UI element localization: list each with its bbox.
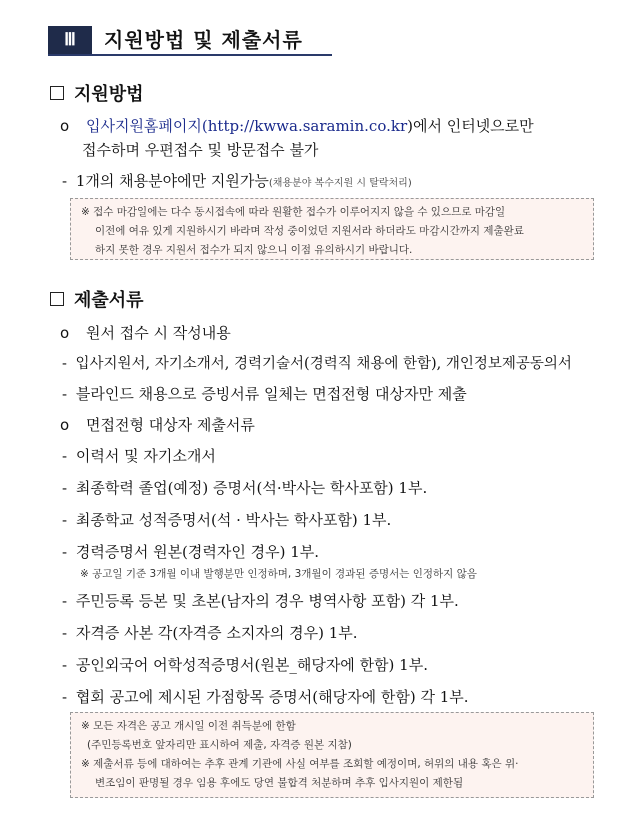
list-item-text: 이력서 및 자기소개서 <box>75 447 216 465</box>
dash-marker: - <box>62 592 68 610</box>
title-underline <box>48 54 332 56</box>
list-item-text: 협회 공고에 제시된 가점항목 증명서(해당자에 한함) 각 1부. <box>75 688 469 706</box>
site-prefix: 입사지원홈페이지( <box>85 117 208 135</box>
list-item <box>62 445 216 466</box>
dash-marker: - <box>62 447 68 465</box>
method-rule-text: 1개의 채용분야에만 지원가능 <box>75 172 269 190</box>
dash-marker: - <box>62 385 68 403</box>
dash-marker: - <box>62 656 68 674</box>
bullet-circle-icon: o <box>60 324 70 342</box>
list-item-text: 블라인드 채용으로 증빙서류 일체는 면접전형 대상자만 제출 <box>75 385 467 403</box>
section-heading-documents <box>50 286 144 312</box>
method-notice-box <box>70 198 594 260</box>
list-item <box>62 686 469 707</box>
section-heading-method <box>50 80 144 106</box>
bullet-circle-icon: o <box>60 416 70 434</box>
notice-line: 하지 못한 경우 지원서 접수가 되지 않으니 이점 유의하시기 바랍니다. <box>95 244 413 256</box>
site-suffix: )에서 인터넷으로만 <box>407 117 534 135</box>
dash-marker: - <box>62 356 67 372</box>
dash-marker: - <box>62 172 68 190</box>
list-item-text: 최종학력 졸업(예정) 증명서(석·박사는 학사포함) 1부. <box>75 479 428 497</box>
notice-line: ※ 제출서류 등에 대하여는 추후 관계 기관에 사실 여부를 조회할 예정이며, 허위의 내용 혹은 위· <box>81 758 519 770</box>
notice-line: (주민등록번호 앞자리만 표시하여 제출, 자격증 원본 지참) <box>87 739 352 751</box>
group1-title-text: 원서 접수 시 작성내용 <box>85 324 231 342</box>
list-item <box>62 383 467 404</box>
notice-line: ※ 접수 마감일에는 다수 동시접속에 따라 원활한 접수가 이루어지지 않을 수 있으므로 마감일 <box>81 206 506 218</box>
site-url-link[interactable]: http://kwwa.saramin.co.kr <box>207 117 408 135</box>
method-rule-note: (채용분야 복수지원 시 탈락처리) <box>268 178 412 189</box>
notice-line: 변조임이 판명될 경우 임용 후에도 당연 불합격 처분하며 추후 입사지원이 제한됨 <box>95 777 464 789</box>
career-remark: ※ 공고일 기준 3개월 이내 발행분만 인정하며, 3개월이 경과된 증명서는 인정하지 않음 <box>80 568 477 580</box>
list-item <box>62 654 428 675</box>
checkbox-square-icon <box>50 86 64 100</box>
notice-line: ※ 모든 자격은 공고 개시일 이전 취득분에 한함 <box>81 720 296 732</box>
list-item <box>62 509 391 530</box>
list-item-text: 공인외국어 어학성적증명서(원본_해당자에 한함) 1부. <box>75 656 428 674</box>
dash-marker: - <box>62 688 68 706</box>
documents-group2-title <box>60 414 255 435</box>
list-item-text: 최종학교 성적증명서(석 · 박사는 학사포함) 1부. <box>75 511 392 529</box>
documents-group1-title <box>60 322 231 343</box>
documents-heading-text: 제출서류 <box>74 290 144 311</box>
list-item <box>62 477 427 498</box>
dash-marker: - <box>62 624 68 642</box>
list-item <box>62 541 319 562</box>
dash-marker: - <box>62 511 68 529</box>
dash-marker: - <box>62 479 68 497</box>
notice-line: 이전에 여유 있게 지원하시기 바라며 작성 중이었던 지원서라 하더라도 마감시간까지 제출완료 <box>95 225 524 237</box>
list-item <box>62 352 572 373</box>
group2-title-text: 면접전형 대상자 제출서류 <box>85 416 255 434</box>
section-number-badge: Ⅲ <box>48 26 92 54</box>
list-item <box>62 590 459 611</box>
list-item-text: 경력증명서 원본(경력자인 경우) 1부. <box>75 543 320 561</box>
list-item-text: 자격증 사본 각(자격증 소지자의 경우) 1부. <box>75 624 358 642</box>
method-site-line2: 접수하며 우편접수 및 방문접수 불가 <box>82 141 319 159</box>
method-heading-text: 지원방법 <box>74 84 144 105</box>
list-item-text: 주민등록 등본 및 초본(남자의 경우 병역사항 포함) 각 1부. <box>75 592 459 610</box>
list-item <box>62 622 358 643</box>
page-title: 지원방법 및 제출서류 <box>104 28 303 52</box>
documents-notice-box <box>70 712 594 798</box>
method-rule-line <box>62 170 412 191</box>
method-site-line <box>60 115 534 136</box>
list-item-text: 입사지원서, 자기소개서, 경력기술서(경력직 채용에 한함), 개인정보제공동의서 <box>75 356 572 372</box>
dash-marker: - <box>62 543 68 561</box>
checkbox-square-icon <box>50 292 64 306</box>
bullet-circle-icon: o <box>60 117 70 135</box>
